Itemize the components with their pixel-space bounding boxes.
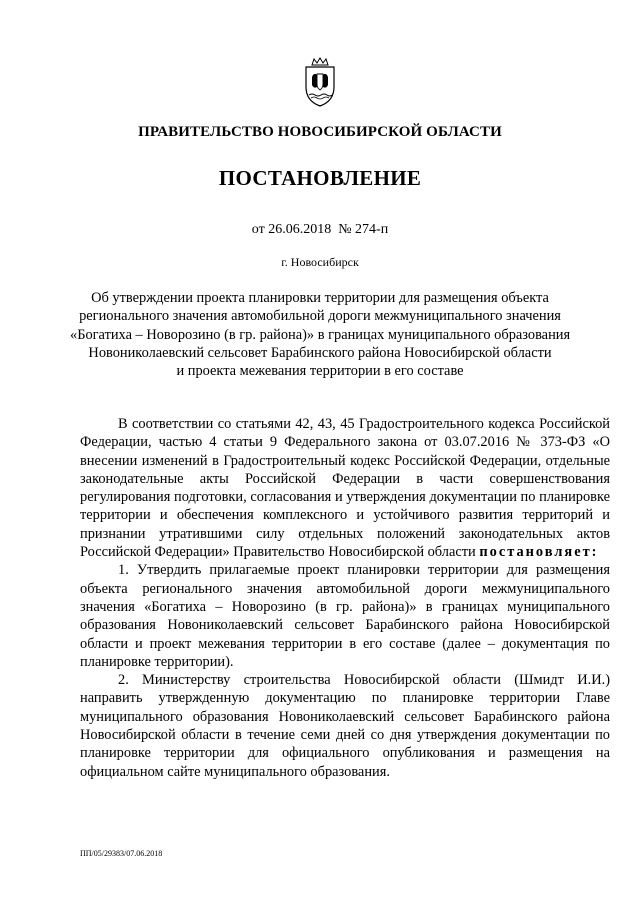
- document-subject: [70, 289, 570, 380]
- city-name: г. Новосибирск: [281, 255, 359, 269]
- document-type-title: ПОСТАНОВЛЕНИЕ: [218, 166, 422, 190]
- novosibirsk-coat-of-arms-icon: [301, 57, 339, 107]
- footer-code: ПП/05/29383/07.06.2018: [80, 849, 163, 858]
- subject-line: и проекта межевания территории в его составе: [176, 363, 464, 380]
- preamble-paragraph: [80, 415, 610, 561]
- decree-colon: :: [591, 544, 597, 561]
- government-name: ПРАВИТЕЛЬСТВО НОВОСИБИРСКОЙ ОБЛАСТИ: [138, 124, 502, 140]
- preamble-text: В соответствии со статьями 42, 43, 45 Градостроительного кодекса Российской Федерации, частью 4 статьи 9 Федерального закона от 03.07.2016 № 373-ФЗ «О внесении изменений в Градостроительный кодекс Российской Федерации, отдельные законодательные акты Российской Федерации в части совершенствования регулирования подготовки, согласования и утверждения документации по планировке территории и обеспечения комплексного и устойчивого развития территорий и признании утратившими силу отдельных положений законодательных актов Российской Федерации» Правительство Новосибирской области: [80, 416, 610, 561]
- subject-line: Новониколаевский сельсовет Барабинского района Новосибирской области: [88, 344, 552, 361]
- document-body: [80, 415, 610, 781]
- document-date: от 26.06.2018: [251, 222, 332, 237]
- decree-word: постановляет: [479, 544, 592, 561]
- subject-line: Об утверждении проекта планировки территории для размещения объекта: [91, 290, 549, 306]
- item-1-paragraph: 1. Утвердить прилагаемые проект планировки территории для размещения объекта регионального значения автомобильной дороги межмуниципального значения «Богатиха – Новорозино (в гр. района)» в границах муниципального образования Новониколаевский сельсовет Барабинского района Новосибирской области и проект межевания территории в его составе (далее – документация по планировке территории).: [80, 562, 610, 670]
- subject-line: «Богатиха – Новорозино (в гр. района)» в границах муниципального образования: [70, 326, 571, 343]
- document-number: № 274-п: [338, 222, 389, 237]
- subject-line: регионального значения автомобильной дороги межмуниципального значения: [79, 308, 561, 325]
- item-2-paragraph: 2. Министерству строительства Новосибирской области (Шмидт И.И.) направить утвержденную документацию по планировке территории Главе муниципального образования Новониколаевский сельсовет Барабинского района Новосибирской области в течение семи дней со дня утверждения документации по планировке территории для официального опубликования и размещения на официальном сайте муниципального образования.: [80, 672, 610, 780]
- date-number-line: [0, 222, 640, 238]
